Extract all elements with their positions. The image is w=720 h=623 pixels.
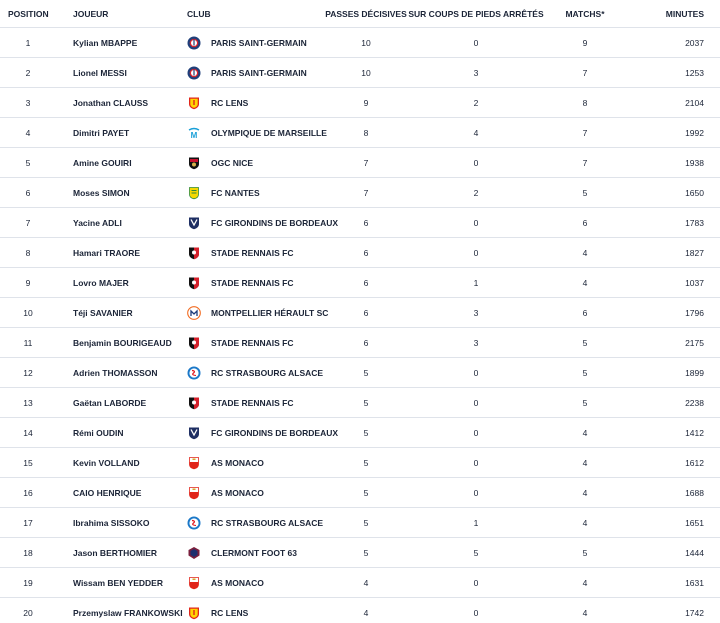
row-matches: 6 — [582, 217, 588, 228]
header-club[interactable]: CLUB — [187, 8, 211, 19]
table-row[interactable] — [0, 418, 720, 448]
header-matches[interactable]: MATCHS* — [565, 8, 605, 19]
row-player-name[interactable]: Amine GOUIRI — [73, 157, 132, 168]
row-assists: 5 — [363, 457, 369, 468]
table-row[interactable] — [0, 328, 720, 358]
row-player-name[interactable]: Benjamin BOURIGEAUD — [73, 337, 172, 348]
monaco-badge-icon — [187, 456, 201, 470]
row-matches: 4 — [582, 487, 588, 498]
row-assists: 7 — [363, 187, 369, 198]
row-player-name[interactable]: Yacine ADLI — [73, 217, 122, 228]
table-row[interactable] — [0, 28, 720, 58]
row-minutes: 1444 — [685, 547, 704, 558]
row-club[interactable] — [187, 448, 264, 477]
rennes-badge-icon — [187, 336, 201, 350]
row-minutes: 1412 — [685, 427, 704, 438]
row-matches: 6 — [582, 307, 588, 318]
header-assists[interactable]: PASSES DÉCISIVES — [325, 8, 407, 19]
row-position: 1 — [25, 37, 31, 48]
table-row[interactable] — [0, 238, 720, 268]
row-minutes: 1783 — [685, 217, 704, 228]
psg-badge-icon — [187, 36, 201, 50]
row-club-name: FC GIRONDINS DE BORDEAUX — [211, 217, 339, 228]
row-position: 9 — [25, 277, 31, 288]
row-matches: 9 — [582, 37, 588, 48]
row-assists: 9 — [363, 97, 369, 108]
nice-badge-icon — [187, 156, 201, 170]
row-matches: 5 — [582, 397, 588, 408]
row-club-name: AS MONACO — [211, 577, 264, 588]
row-position: 17 — [23, 517, 33, 528]
row-position: 13 — [23, 397, 33, 408]
row-player-name[interactable]: Jason BERTHOMIER — [73, 547, 158, 558]
header-player[interactable]: JOUEUR — [73, 8, 109, 19]
row-position: 11 — [23, 337, 33, 348]
row-club-name: OLYMPIQUE DE MARSEILLE — [211, 127, 327, 138]
row-matches: 7 — [582, 157, 588, 168]
row-assists: 5 — [363, 547, 369, 558]
row-club-name: OGC NICE — [211, 157, 254, 168]
row-matches: 8 — [582, 97, 588, 108]
table-row[interactable] — [0, 118, 720, 148]
row-club[interactable] — [187, 388, 294, 417]
om-badge-icon — [187, 126, 201, 140]
row-club[interactable] — [187, 178, 260, 207]
row-club[interactable] — [187, 508, 323, 537]
row-club[interactable] — [187, 328, 294, 357]
row-set-pieces: 3 — [473, 67, 479, 78]
psg-badge-icon — [187, 66, 201, 80]
row-set-pieces: 2 — [473, 97, 479, 108]
row-player-name[interactable]: Hamari TRAORE — [73, 247, 141, 258]
table-row[interactable] — [0, 568, 720, 598]
row-club[interactable] — [187, 58, 307, 87]
row-club-name: PARIS SAINT-GERMAIN — [211, 37, 307, 48]
row-player-name[interactable]: Téji SAVANIER — [73, 307, 133, 318]
row-set-pieces: 0 — [473, 247, 479, 258]
row-matches: 5 — [582, 337, 588, 348]
row-assists: 10 — [361, 67, 371, 78]
strasbourg-badge-icon — [187, 516, 201, 530]
table-row[interactable] — [0, 388, 720, 418]
row-assists: 4 — [363, 607, 369, 618]
row-club-name: RC STRASBOURG ALSACE — [211, 517, 324, 528]
row-matches: 4 — [582, 247, 588, 258]
row-set-pieces: 0 — [473, 397, 479, 408]
bordeaux-badge-icon — [187, 216, 201, 230]
bordeaux-badge-icon — [187, 426, 201, 440]
row-matches: 4 — [582, 607, 588, 618]
row-set-pieces: 0 — [473, 367, 479, 378]
row-position: 18 — [23, 547, 33, 558]
row-assists: 8 — [363, 127, 369, 138]
row-position: 20 — [23, 607, 33, 618]
row-matches: 5 — [582, 367, 588, 378]
row-set-pieces: 3 — [473, 337, 479, 348]
row-set-pieces: 4 — [473, 127, 479, 138]
row-set-pieces: 0 — [473, 577, 479, 588]
row-set-pieces: 1 — [473, 277, 479, 288]
table-header — [0, 0, 720, 28]
row-minutes: 1742 — [685, 607, 704, 618]
rennes-badge-icon — [187, 396, 201, 410]
header-position[interactable]: POSITION — [8, 8, 49, 19]
row-set-pieces: 0 — [473, 37, 479, 48]
row-player-name[interactable]: CAIO HENRIQUE — [73, 487, 142, 498]
table-row[interactable] — [0, 448, 720, 478]
row-minutes: 1796 — [685, 307, 704, 318]
row-assists: 6 — [363, 277, 369, 288]
row-set-pieces: 0 — [473, 487, 479, 498]
row-position: 10 — [23, 307, 33, 318]
row-minutes: 2104 — [685, 97, 704, 108]
row-minutes: 1938 — [685, 157, 704, 168]
row-player-name[interactable]: Wissam BEN YEDDER — [73, 577, 163, 588]
row-position: 8 — [25, 247, 31, 258]
row-assists: 5 — [363, 487, 369, 498]
row-club[interactable] — [187, 118, 327, 147]
row-matches: 4 — [582, 517, 588, 528]
row-minutes: 1899 — [685, 367, 704, 378]
rennes-badge-icon — [187, 246, 201, 260]
row-assists: 6 — [363, 247, 369, 258]
row-matches: 7 — [582, 127, 588, 138]
row-assists: 5 — [363, 367, 369, 378]
row-set-pieces: 5 — [473, 547, 479, 558]
row-club-name: AS MONACO — [211, 487, 264, 498]
clermont-badge-icon — [187, 546, 201, 560]
row-player-name[interactable]: Ibrahima SISSOKO — [73, 517, 150, 528]
row-club[interactable] — [187, 598, 248, 623]
svg-text:M: M — [190, 130, 198, 140]
row-club-name: RC STRASBOURG ALSACE — [211, 367, 324, 378]
row-club-name: RC LENS — [211, 97, 249, 108]
row-club[interactable] — [187, 28, 307, 57]
row-position: 2 — [25, 67, 31, 78]
row-minutes: 2037 — [685, 37, 704, 48]
row-assists: 5 — [363, 427, 369, 438]
row-position: 15 — [23, 457, 33, 468]
row-set-pieces: 2 — [473, 187, 479, 198]
row-matches: 4 — [582, 577, 588, 588]
header-minutes[interactable]: MINUTES — [665, 8, 704, 19]
row-club[interactable] — [187, 268, 294, 297]
row-minutes: 1992 — [685, 127, 704, 138]
table-row[interactable] — [0, 178, 720, 208]
row-set-pieces: 3 — [473, 307, 479, 318]
header-set-pieces[interactable]: SUR COUPS DE PIEDS ARRÊTÉS — [408, 8, 544, 19]
row-matches: 5 — [582, 547, 588, 558]
row-club-name: FC NANTES — [211, 187, 260, 198]
row-matches: 4 — [582, 277, 588, 288]
row-club[interactable] — [187, 298, 328, 327]
row-minutes: 1253 — [685, 67, 704, 78]
row-club-name: STADE RENNAIS FC — [211, 337, 294, 348]
row-club-name: FC GIRONDINS DE BORDEAUX — [211, 427, 339, 438]
table-row[interactable] — [0, 88, 720, 118]
row-assists: 7 — [363, 157, 369, 168]
row-player-name[interactable]: Moses SIMON — [73, 187, 130, 198]
row-set-pieces: 1 — [473, 517, 479, 528]
row-set-pieces: 0 — [473, 217, 479, 228]
row-matches: 7 — [582, 67, 588, 78]
row-position: 7 — [25, 217, 31, 228]
table-row[interactable] — [0, 538, 720, 568]
row-minutes: 2238 — [685, 397, 704, 408]
lens-badge-icon — [187, 96, 201, 110]
montpellier-badge-icon — [187, 306, 201, 320]
row-assists: 4 — [363, 577, 369, 588]
row-club-name: STADE RENNAIS FC — [211, 397, 294, 408]
row-club[interactable] — [187, 568, 264, 597]
row-minutes: 1688 — [685, 487, 704, 498]
row-minutes: 1827 — [685, 247, 704, 258]
row-player-name[interactable]: Kevin VOLLAND — [73, 457, 140, 468]
row-player-name[interactable]: Kylian MBAPPE — [73, 37, 138, 48]
row-minutes: 1037 — [685, 277, 704, 288]
row-club-name: PARIS SAINT-GERMAIN — [211, 67, 307, 78]
row-player-name[interactable]: Gaëtan LABORDE — [73, 397, 147, 408]
row-club-name: RC LENS — [211, 607, 249, 618]
row-club[interactable] — [187, 478, 264, 507]
row-club[interactable] — [187, 148, 253, 177]
table-row[interactable] — [0, 298, 720, 328]
table-body — [0, 28, 720, 623]
row-player-name[interactable]: Adrien THOMASSON — [73, 367, 158, 378]
row-position: 6 — [25, 187, 31, 198]
row-assists: 6 — [363, 337, 369, 348]
table-row[interactable] — [0, 478, 720, 508]
row-club[interactable] — [187, 358, 323, 387]
row-player-name[interactable]: Lovro MAJER — [73, 277, 129, 288]
row-club[interactable] — [187, 538, 297, 567]
row-position: 3 — [25, 97, 31, 108]
monaco-badge-icon — [187, 486, 201, 500]
row-club-name: AS MONACO — [211, 457, 264, 468]
row-player-name[interactable]: Lionel MESSI — [73, 67, 127, 78]
lens-badge-icon — [187, 606, 201, 620]
row-player-name[interactable]: Dimitri PAYET — [73, 127, 130, 138]
row-club-name: STADE RENNAIS FC — [211, 247, 294, 258]
row-club-name: CLERMONT FOOT 63 — [211, 547, 297, 558]
row-minutes: 1650 — [685, 187, 704, 198]
row-minutes: 1651 — [685, 517, 704, 528]
table-row[interactable] — [0, 358, 720, 388]
nantes-badge-icon — [187, 186, 201, 200]
row-matches: 5 — [582, 187, 588, 198]
row-matches: 4 — [582, 427, 588, 438]
rennes-badge-icon — [187, 276, 201, 290]
row-club-name: STADE RENNAIS FC — [211, 277, 294, 288]
row-set-pieces: 0 — [473, 607, 479, 618]
row-club[interactable] — [187, 88, 248, 117]
row-position: 12 — [23, 367, 33, 378]
row-minutes: 2175 — [685, 337, 704, 348]
row-player-name[interactable]: Jonathan CLAUSS — [73, 97, 149, 108]
row-assists: 5 — [363, 397, 369, 408]
table-row[interactable] — [0, 508, 720, 538]
table-row[interactable] — [0, 208, 720, 238]
row-club[interactable] — [187, 238, 294, 267]
row-player-name[interactable]: Przemyslaw FRANKOWSKI — [73, 607, 183, 618]
table-row[interactable] — [0, 268, 720, 298]
row-set-pieces: 0 — [473, 157, 479, 168]
row-assists: 10 — [361, 37, 371, 48]
row-assists: 5 — [363, 517, 369, 528]
row-matches: 4 — [582, 457, 588, 468]
row-position: 14 — [23, 427, 33, 438]
row-minutes: 1631 — [685, 577, 704, 588]
row-set-pieces: 0 — [473, 427, 479, 438]
row-position: 5 — [25, 157, 31, 168]
table-row[interactable] — [0, 148, 720, 178]
row-position: 16 — [23, 487, 33, 498]
row-set-pieces: 0 — [473, 457, 479, 468]
row-club-name: MONTPELLIER HÉRAULT SC — [211, 307, 329, 318]
row-assists: 6 — [363, 307, 369, 318]
row-position: 4 — [25, 127, 31, 138]
row-player-name[interactable]: Rémi OUDIN — [73, 427, 124, 438]
table-row[interactable] — [0, 58, 720, 88]
table-row[interactable] — [0, 598, 720, 623]
row-assists: 6 — [363, 217, 369, 228]
row-minutes: 1612 — [685, 457, 704, 468]
strasbourg-badge-icon — [187, 366, 201, 380]
row-position: 19 — [23, 577, 33, 588]
monaco-badge-icon — [187, 576, 201, 590]
